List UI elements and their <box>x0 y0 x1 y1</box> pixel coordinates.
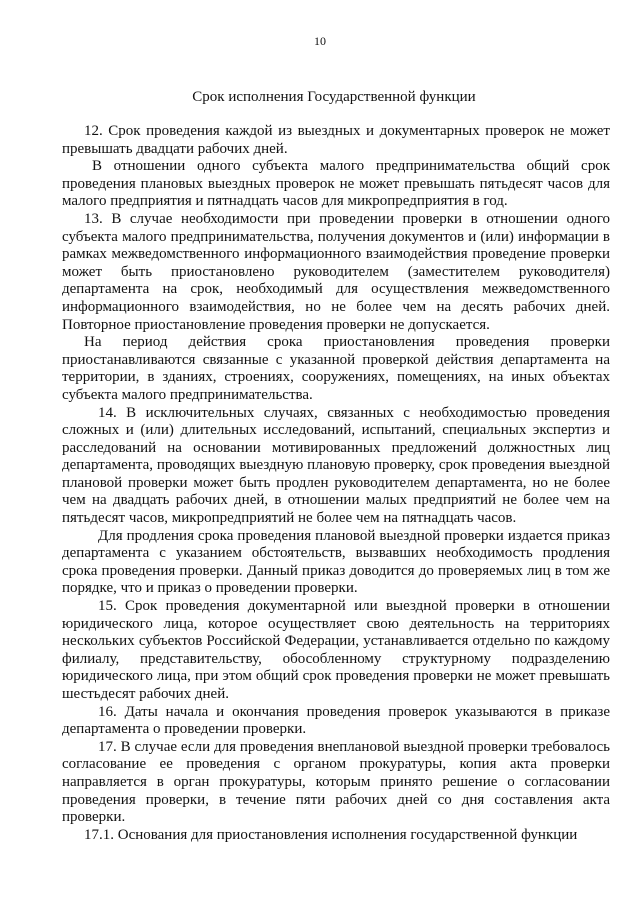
paragraph-15: 15. Срок проведения документарной или выездной проверки в отношении юридического лица, которое осуществляет свою деятельность на территориях нескольких субъектов Российской Федерации, устанавливается отдельно по каждому филиалу, представительству, обособленному структурному подразделению юридического лица, при этом общий срок проведения проверки не может превышать шестьдесят рабочих дней. <box>62 598 610 702</box>
paragraph-17: 17. В случае если для проведения внеплановой выездной проверки требовалось согласование ее проведения с органом прокуратуры, копия акта проверки направляется в орган прокуратуры, которым принято решение о согласовании проведения проверки, в течение пяти рабочих дней со дня составления акта проверки. <box>62 738 610 826</box>
paragraph-17-1: 17.1. Основания для приостановления исполнения государственной функции <box>84 826 578 843</box>
paragraph-12-small-business: В отношении одного субъекта малого предпринимательства общий срок проведения плановых выездных проверок не может превышать пятьдесят часов для малого предприятия и пятнадцать часов для микропредприятия в год. <box>62 158 610 210</box>
paragraph-16: 16. Даты начала и окончания проведения проверок указываются в приказе департамента о проведении проверки. <box>62 703 610 738</box>
section-title: Срок исполнения Государственной функции <box>192 89 476 105</box>
paragraph-14: 14. В исключительных случаях, связанных с необходимостью проведения сложных и (или) длительных исследований, испытаний, специальных экспертиз и расследований на основании мотивированных предложений должностных лиц департамента, проводящих выездную плановую проверку, срок проведения выездной плановой проверки может быть продлен руководителем департамента, но не более чем на двадцать рабочих дней, в отношении малых предприятий не более чем на пятьдесят часов, микропредприятий не более чем на пятнадцать часов. <box>62 404 610 527</box>
paragraph-12: 12. Срок проведения каждой из выездных и документарных проверок не может превышать двадцати рабочих дней. <box>62 123 610 157</box>
paragraph-13: 13. В случае необходимости при проведении проверки в отношении одного субъекта малого предпринимательства, получения документов и (или) информации в рамках межведомственного информационного взаимодействия проведение проверки может быть приостановлено руководителем (заместителем руководителя) департамента на срок, необходимый для осуществления межведомственного информационного взаимодействия, но не более чем на десять рабочих дней. Повторное приостановление проведения проверки не допускается. <box>62 210 610 333</box>
paragraph-14-extension-order: Для продления срока проведения плановой выездной проверки издается приказ департамента с указанием обстоятельств, вызвавших необходимость продления срока проведения проверки. Данный приказ доводится до проверяемых лиц в том же порядке, что и приказ о проведении проверки. <box>62 527 610 597</box>
paragraph-13-suspension: На период действия срока приостановления проведения проверки приостанавливаются связанные с указанной проверкой действия департамента на территории, в зданиях, строениях, сооружениях, помещениях, на иных объектах субъекта малого предпринимательства. <box>62 334 610 403</box>
page-number: 10 <box>314 34 326 48</box>
document-body <box>62 123 610 844</box>
